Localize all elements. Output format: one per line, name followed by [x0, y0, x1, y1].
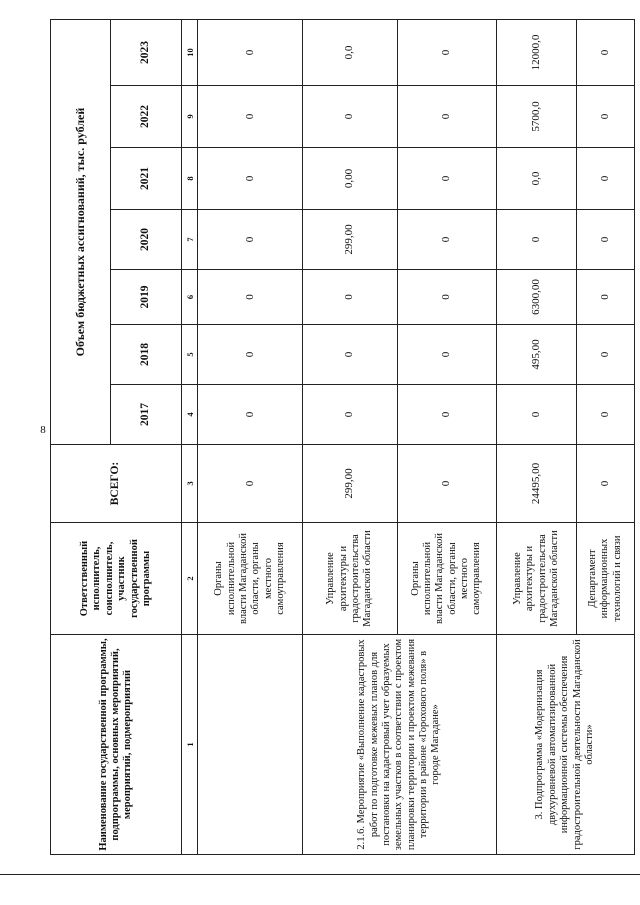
row-value-total: 0 [397, 445, 496, 523]
header-responsible: Ответственный исполнитель, соисполнитель, участник государственной программы [51, 523, 182, 635]
row-value-2021: 0 [577, 148, 635, 210]
header-year-2023: 2023 [110, 20, 181, 86]
row-name: 3. Подпрограмма «Модернизация двухуровневой автоматизированной информационной системы обеспечения градостроительной деятельности Магаданской области» [496, 635, 634, 855]
row-value-2022: 0 [303, 86, 397, 148]
row-value-2023: 0 [397, 20, 496, 86]
header-year-2018: 2018 [110, 325, 181, 385]
row-value-2020: 299,00 [303, 210, 397, 270]
row-value-2019: 0 [198, 270, 303, 325]
column-number-row [182, 20, 198, 855]
row-responsible: Органы исполнительной власти Магаданской области, органы местного самоуправления [198, 523, 303, 635]
row-value-2017: 0 [303, 385, 397, 445]
row-value-2018: 495,00 [496, 325, 577, 385]
row-name [198, 635, 303, 855]
header-name: Наименование государственной программы, подпрограммы, основных мероприятий, мероприятий, подмероприятий [51, 635, 182, 855]
row-value-2019: 6300,00 [496, 270, 577, 325]
row-responsible: Органы исполнительной власти Магаданской области, органы местного самоуправления [397, 523, 496, 635]
row-value-2022: 0 [397, 86, 496, 148]
table-row [198, 20, 303, 855]
row-value-2022: 5700,0 [496, 86, 577, 148]
row-responsible: Управление архитектуры и градостроительства Магаданской области [496, 523, 577, 635]
row-responsible: Департамент информационных технологий и связи [577, 523, 635, 635]
row-value-2021: 0 [397, 148, 496, 210]
row-value-2023: 0 [198, 20, 303, 86]
row-value-2023: 0 [577, 20, 635, 86]
row-value-2017: 0 [198, 385, 303, 445]
row-value-2021: 0 [198, 148, 303, 210]
col-number: 6 [182, 270, 198, 325]
row-responsible: Управление архитектуры и градостроительства Магаданской области [303, 523, 397, 635]
header-year-2019: 2019 [110, 270, 181, 325]
row-value-2022: 0 [577, 86, 635, 148]
row-value-2018: 0 [577, 325, 635, 385]
table-row [303, 20, 397, 855]
row-value-2020: 0 [198, 210, 303, 270]
row-value-total: 0 [198, 445, 303, 523]
row-value-2018: 0 [198, 325, 303, 385]
row-value-2023: 0,0 [303, 20, 397, 86]
col-number: 2 [182, 523, 198, 635]
row-value-2018: 0 [303, 325, 397, 385]
header-year-2020: 2020 [110, 210, 181, 270]
page-number: 8 [40, 424, 46, 436]
col-number: 3 [182, 445, 198, 523]
row-value-2017: 0 [577, 385, 635, 445]
row-value-2020: 0 [577, 210, 635, 270]
row-name: 2.1.6. Мероприятие «Выполнение кадастровых работ по подготовке межевых планов для постановки на кадастровый учет образуемых земельных участков в соответствии с проектом планировки территории и проектом межевания территории в районе «Горохового поля» в городе Магадане» [303, 635, 497, 855]
row-value-2020: 0 [496, 210, 577, 270]
row-value-total: 0 [577, 445, 635, 523]
row-value-2017: 0 [496, 385, 577, 445]
budget-table [50, 19, 635, 855]
row-value-2019: 0 [577, 270, 635, 325]
row-value-total: 24495,00 [496, 445, 577, 523]
row-value-2017: 0 [397, 385, 496, 445]
col-number: 7 [182, 210, 198, 270]
col-number: 4 [182, 385, 198, 445]
row-value-2020: 0 [397, 210, 496, 270]
header-year-2022: 2022 [110, 86, 181, 148]
header-year-2021: 2021 [110, 148, 181, 210]
col-number: 9 [182, 86, 198, 148]
col-number: 1 [182, 635, 198, 855]
table-row [496, 20, 577, 855]
row-value-2018: 0 [397, 325, 496, 385]
row-value-2019: 0 [303, 270, 397, 325]
row-value-2019: 0 [397, 270, 496, 325]
header-year-2017: 2017 [110, 385, 181, 445]
landscape-page [50, 20, 635, 855]
row-value-2021: 0,00 [303, 148, 397, 210]
bottom-rule [0, 874, 640, 875]
row-value-2021: 0,0 [496, 148, 577, 210]
header-budget-group: Объем бюджетных ассигнований, тыс. рублей [51, 20, 111, 445]
col-number: 8 [182, 148, 198, 210]
row-value-total: 299,00 [303, 445, 397, 523]
col-number: 5 [182, 325, 198, 385]
col-number: 10 [182, 20, 198, 86]
row-value-2023: 12000,0 [496, 20, 577, 86]
header-total: ВСЕГО: [51, 445, 182, 523]
header-row-1 [51, 20, 111, 855]
row-value-2022: 0 [198, 86, 303, 148]
